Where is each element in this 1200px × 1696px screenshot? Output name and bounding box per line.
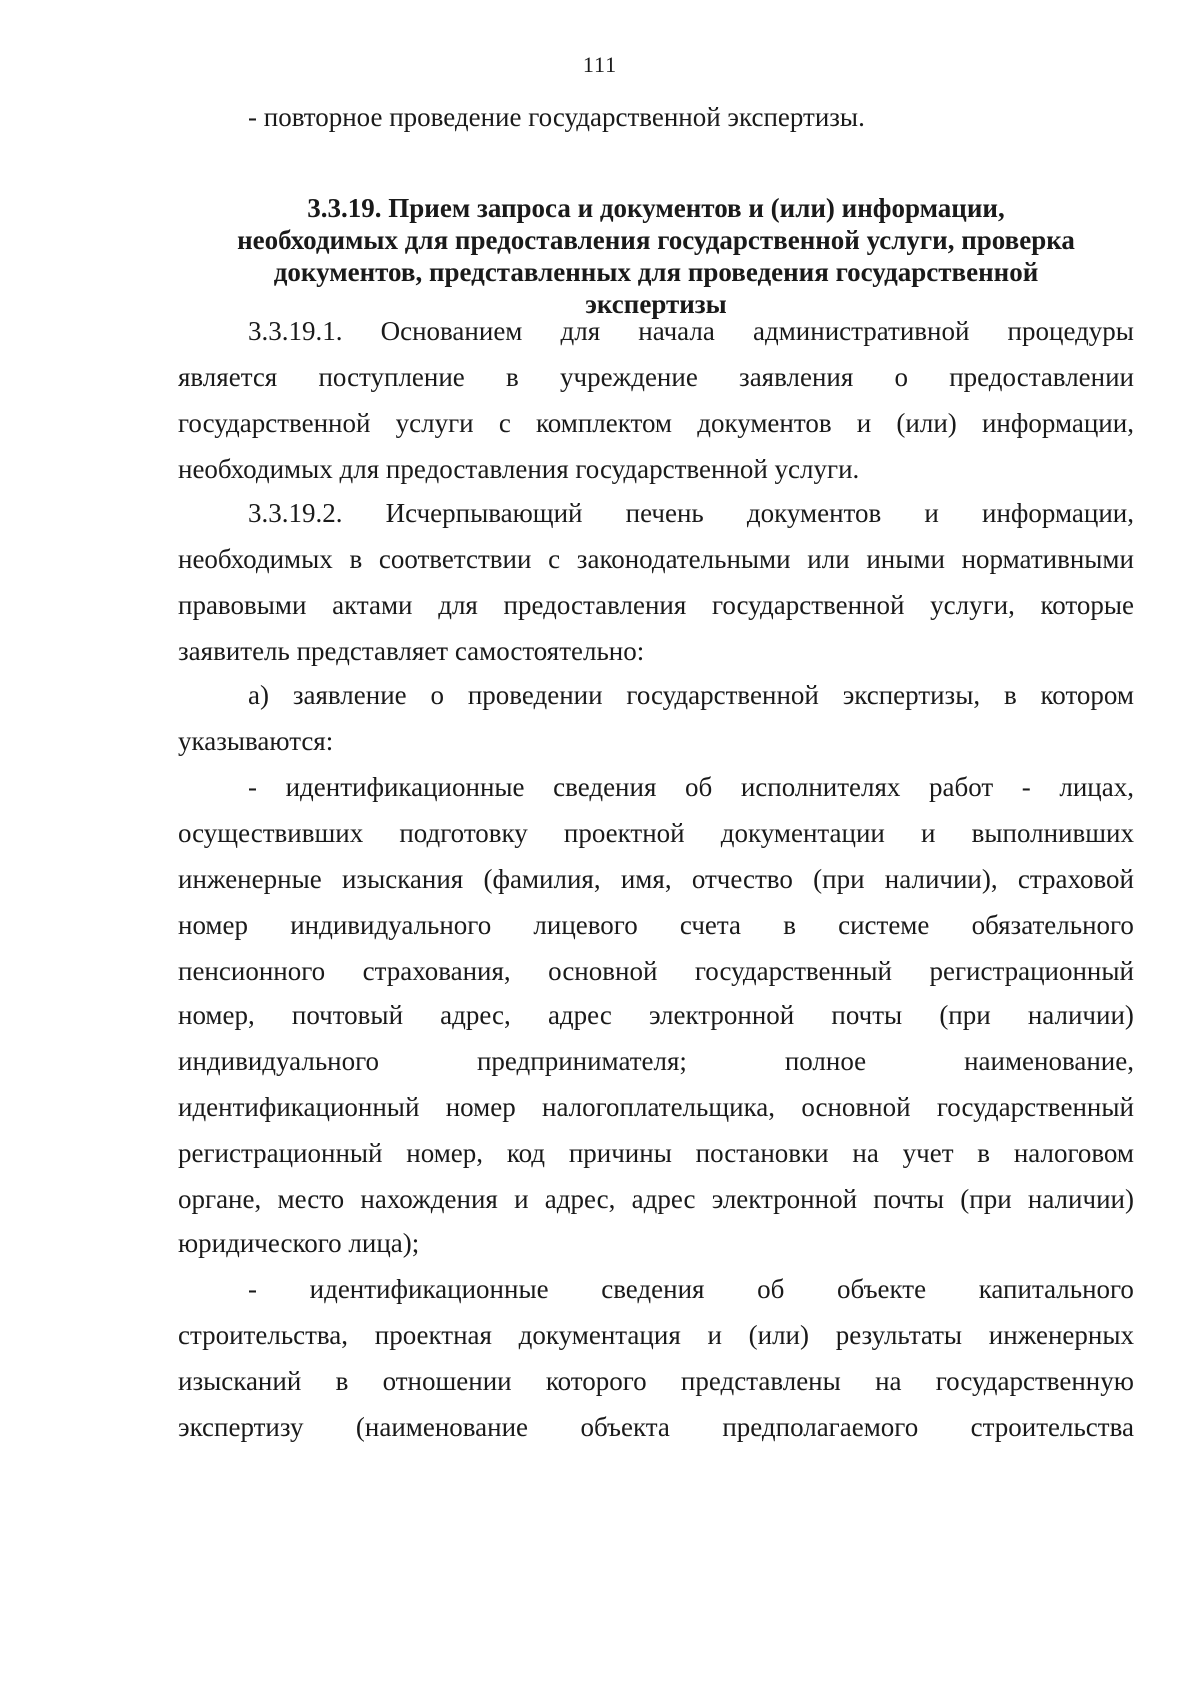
word: почты: [873, 1184, 945, 1214]
word: соответствии: [378, 544, 532, 574]
word: капитального: [978, 1274, 1134, 1304]
word: постановки: [695, 1138, 829, 1168]
word: индивидуального: [178, 1046, 380, 1076]
word: пенсионного: [178, 956, 326, 986]
word: информации,: [982, 498, 1134, 528]
word: счета: [679, 910, 742, 940]
word: котором: [1040, 680, 1134, 710]
word: номер: [445, 1092, 516, 1122]
word: электронной: [648, 1000, 795, 1030]
word: изысканий: [178, 1366, 302, 1396]
word: нормативными: [961, 544, 1134, 574]
word: учет: [902, 1138, 954, 1168]
word: на: [875, 1366, 902, 1396]
word: нахождения: [360, 1184, 498, 1214]
paragraph-line: [178, 1182, 1134, 1216]
word: в: [335, 1366, 349, 1396]
word: предоставлении: [949, 362, 1134, 392]
word: комплектом: [536, 408, 673, 438]
word: которые: [1040, 590, 1134, 620]
word: проведении: [467, 680, 603, 710]
word: в: [1003, 680, 1017, 710]
word: (при: [813, 864, 865, 894]
word: 3.3.19.1.: [248, 316, 343, 346]
word: подготовку: [399, 818, 528, 848]
word: строительства: [970, 1412, 1134, 1442]
word: государственную: [935, 1366, 1134, 1396]
paragraph-line: [178, 1136, 1134, 1170]
word: о: [894, 362, 908, 392]
paragraph-line: [178, 360, 1134, 394]
word: основной: [548, 956, 658, 986]
intro-line: - повторное проведение государственной экспертизы.: [248, 102, 865, 132]
paragraph-line: необходимых для предоставления государственной услуги.: [178, 454, 860, 484]
word: документации: [720, 818, 885, 848]
word: обязательного: [971, 910, 1134, 940]
word: причины: [568, 1138, 672, 1168]
word: наличии): [1027, 1184, 1134, 1214]
word: объекте: [837, 1274, 927, 1304]
word: основной: [801, 1092, 911, 1122]
word: в: [977, 1138, 991, 1168]
paragraph-line: заявитель представляет самостоятельно:: [178, 636, 645, 666]
word: адрес,: [440, 1000, 511, 1030]
word: сведения: [553, 772, 657, 802]
word: представлены: [680, 1366, 841, 1396]
word: регистрационный: [929, 956, 1134, 986]
word: правовыми: [178, 590, 307, 620]
word: (или): [748, 1320, 809, 1350]
paragraph-line: [178, 1090, 1134, 1124]
word: заявления: [739, 362, 854, 392]
word: иными: [866, 544, 945, 574]
paragraph-line: [178, 1044, 1134, 1078]
word: результаты: [835, 1320, 963, 1350]
word: законодательными: [576, 544, 791, 574]
paragraph-line: [178, 406, 1134, 440]
word: работ: [928, 772, 994, 802]
word: номер,: [178, 1000, 255, 1030]
word: печень: [625, 498, 704, 528]
word: документация: [518, 1320, 681, 1350]
paragraph-line: [248, 770, 1134, 804]
word: об: [684, 772, 713, 802]
word: место: [277, 1184, 345, 1214]
word: отношении: [382, 1366, 512, 1396]
word: лицах,: [1059, 772, 1134, 802]
word: отчество: [691, 864, 793, 894]
word: процедуры: [1007, 316, 1134, 346]
word: о: [430, 680, 444, 710]
word: почтовый: [291, 1000, 404, 1030]
word: с: [498, 408, 511, 438]
word: (или): [896, 408, 957, 438]
word: регистрационный: [178, 1138, 383, 1168]
section-heading-line: 3.3.19. Прием запроса и документов и (или) информации,: [307, 193, 1005, 223]
word: предполагаемого: [722, 1412, 919, 1442]
section-heading-line: документов, представленных для проведения государственной: [273, 257, 1039, 287]
word: полное: [784, 1046, 867, 1076]
paragraph-line: [178, 542, 1134, 576]
section-heading-line: экспертизы: [585, 289, 727, 319]
word: сведения: [601, 1274, 705, 1304]
word: и: [514, 1184, 529, 1214]
word: лицевого: [533, 910, 638, 940]
word: наличии): [1027, 1000, 1134, 1030]
paragraph-line: [248, 1272, 1134, 1306]
paragraph-line: юридического лица);: [178, 1228, 420, 1258]
word: услуги: [395, 408, 474, 438]
paragraph-line: [248, 496, 1134, 530]
word: услуги,: [930, 590, 1015, 620]
word: адрес: [631, 1184, 696, 1214]
paragraph-line: [178, 816, 1134, 850]
word: индивидуального: [290, 910, 492, 940]
word: номер: [178, 910, 249, 940]
word: с: [548, 544, 561, 574]
word: государственной: [626, 680, 819, 710]
paragraph-line: [178, 1318, 1134, 1352]
word: которого: [545, 1366, 647, 1396]
word: идентификационные: [285, 772, 525, 802]
word: в: [506, 362, 519, 392]
paragraph-line: [248, 314, 1134, 348]
word: инженерные: [178, 864, 322, 894]
word: заявление: [292, 680, 407, 710]
word: исполнителях: [740, 772, 901, 802]
word: и: [856, 408, 872, 438]
word: 3.3.19.2.: [248, 498, 343, 528]
word: и: [707, 1320, 722, 1350]
paragraph-line: указываются:: [178, 726, 334, 756]
word: в: [783, 910, 796, 940]
word: осуществивших: [178, 818, 364, 848]
word: адрес,: [544, 1184, 616, 1214]
word: и: [921, 818, 936, 848]
word: документов: [746, 498, 882, 528]
word: поступление: [318, 362, 465, 392]
word: документов: [697, 408, 832, 438]
paragraph-line: [248, 678, 1134, 712]
word: наличии),: [884, 864, 998, 894]
word: наименование,: [964, 1046, 1134, 1076]
word: системе: [838, 910, 930, 940]
word: (при: [960, 1184, 1012, 1214]
word: номер,: [406, 1138, 484, 1168]
section-heading-line: необходимых для предоставления государственной услуги, проверка: [237, 225, 1075, 255]
word: страховой: [1017, 864, 1134, 894]
word: -: [248, 1274, 257, 1304]
word: необходимых: [178, 544, 333, 574]
word: идентификационный: [178, 1092, 420, 1122]
word: для: [560, 316, 601, 346]
word: инженерных: [988, 1320, 1134, 1350]
word: и: [924, 498, 939, 528]
word: Основанием: [380, 316, 523, 346]
word: или: [807, 544, 850, 574]
word: а): [248, 680, 269, 710]
word: -: [248, 772, 257, 802]
word: административной: [752, 316, 970, 346]
page-number: 111: [582, 52, 618, 77]
paragraph-line: [178, 588, 1134, 622]
word: в: [349, 544, 363, 574]
word: изыскания: [341, 864, 464, 894]
word: является: [178, 362, 278, 392]
word: учреждение: [559, 362, 698, 392]
word: (наименование: [355, 1412, 529, 1442]
word: предоставления: [503, 590, 687, 620]
word: на: [852, 1138, 879, 1168]
paragraph-line: [178, 954, 1134, 988]
word: предпринимателя;: [476, 1046, 687, 1076]
word: налоговом: [1013, 1138, 1134, 1168]
word: государственный: [936, 1092, 1134, 1122]
word: (фамилия,: [483, 864, 601, 894]
word: -: [1021, 772, 1031, 802]
word: органе,: [178, 1184, 262, 1214]
word: информации,: [981, 408, 1134, 438]
paragraph-line: [178, 862, 1134, 896]
word: актами: [332, 590, 413, 620]
word: выполнивших: [971, 818, 1134, 848]
word: строительства,: [178, 1320, 349, 1350]
word: государственный: [694, 956, 892, 986]
word: электронной: [711, 1184, 858, 1214]
word: для: [438, 590, 478, 620]
word: проектная: [374, 1320, 492, 1350]
word: государственной: [711, 590, 905, 620]
paragraph-line: [178, 1410, 1134, 1444]
word: адрес: [547, 1000, 612, 1030]
word: начала: [638, 316, 715, 346]
word: налогоплательщика,: [542, 1092, 776, 1122]
word: идентификационные: [309, 1274, 549, 1304]
word: проектной: [563, 818, 685, 848]
paragraph-line: [178, 908, 1134, 942]
word: код: [506, 1138, 546, 1168]
word: экспертизу: [178, 1412, 304, 1442]
paragraph-line: [178, 998, 1134, 1032]
word: страхования,: [362, 956, 511, 986]
paragraph-line: [178, 1364, 1134, 1398]
word: Исчерпывающий: [385, 498, 583, 528]
word: почты: [831, 1000, 903, 1030]
word: государственной: [178, 408, 371, 438]
word: объекта: [580, 1412, 670, 1442]
word: (при: [939, 1000, 991, 1030]
word: имя,: [620, 864, 672, 894]
word: экспертизы,: [842, 680, 981, 710]
word: об: [757, 1274, 785, 1304]
